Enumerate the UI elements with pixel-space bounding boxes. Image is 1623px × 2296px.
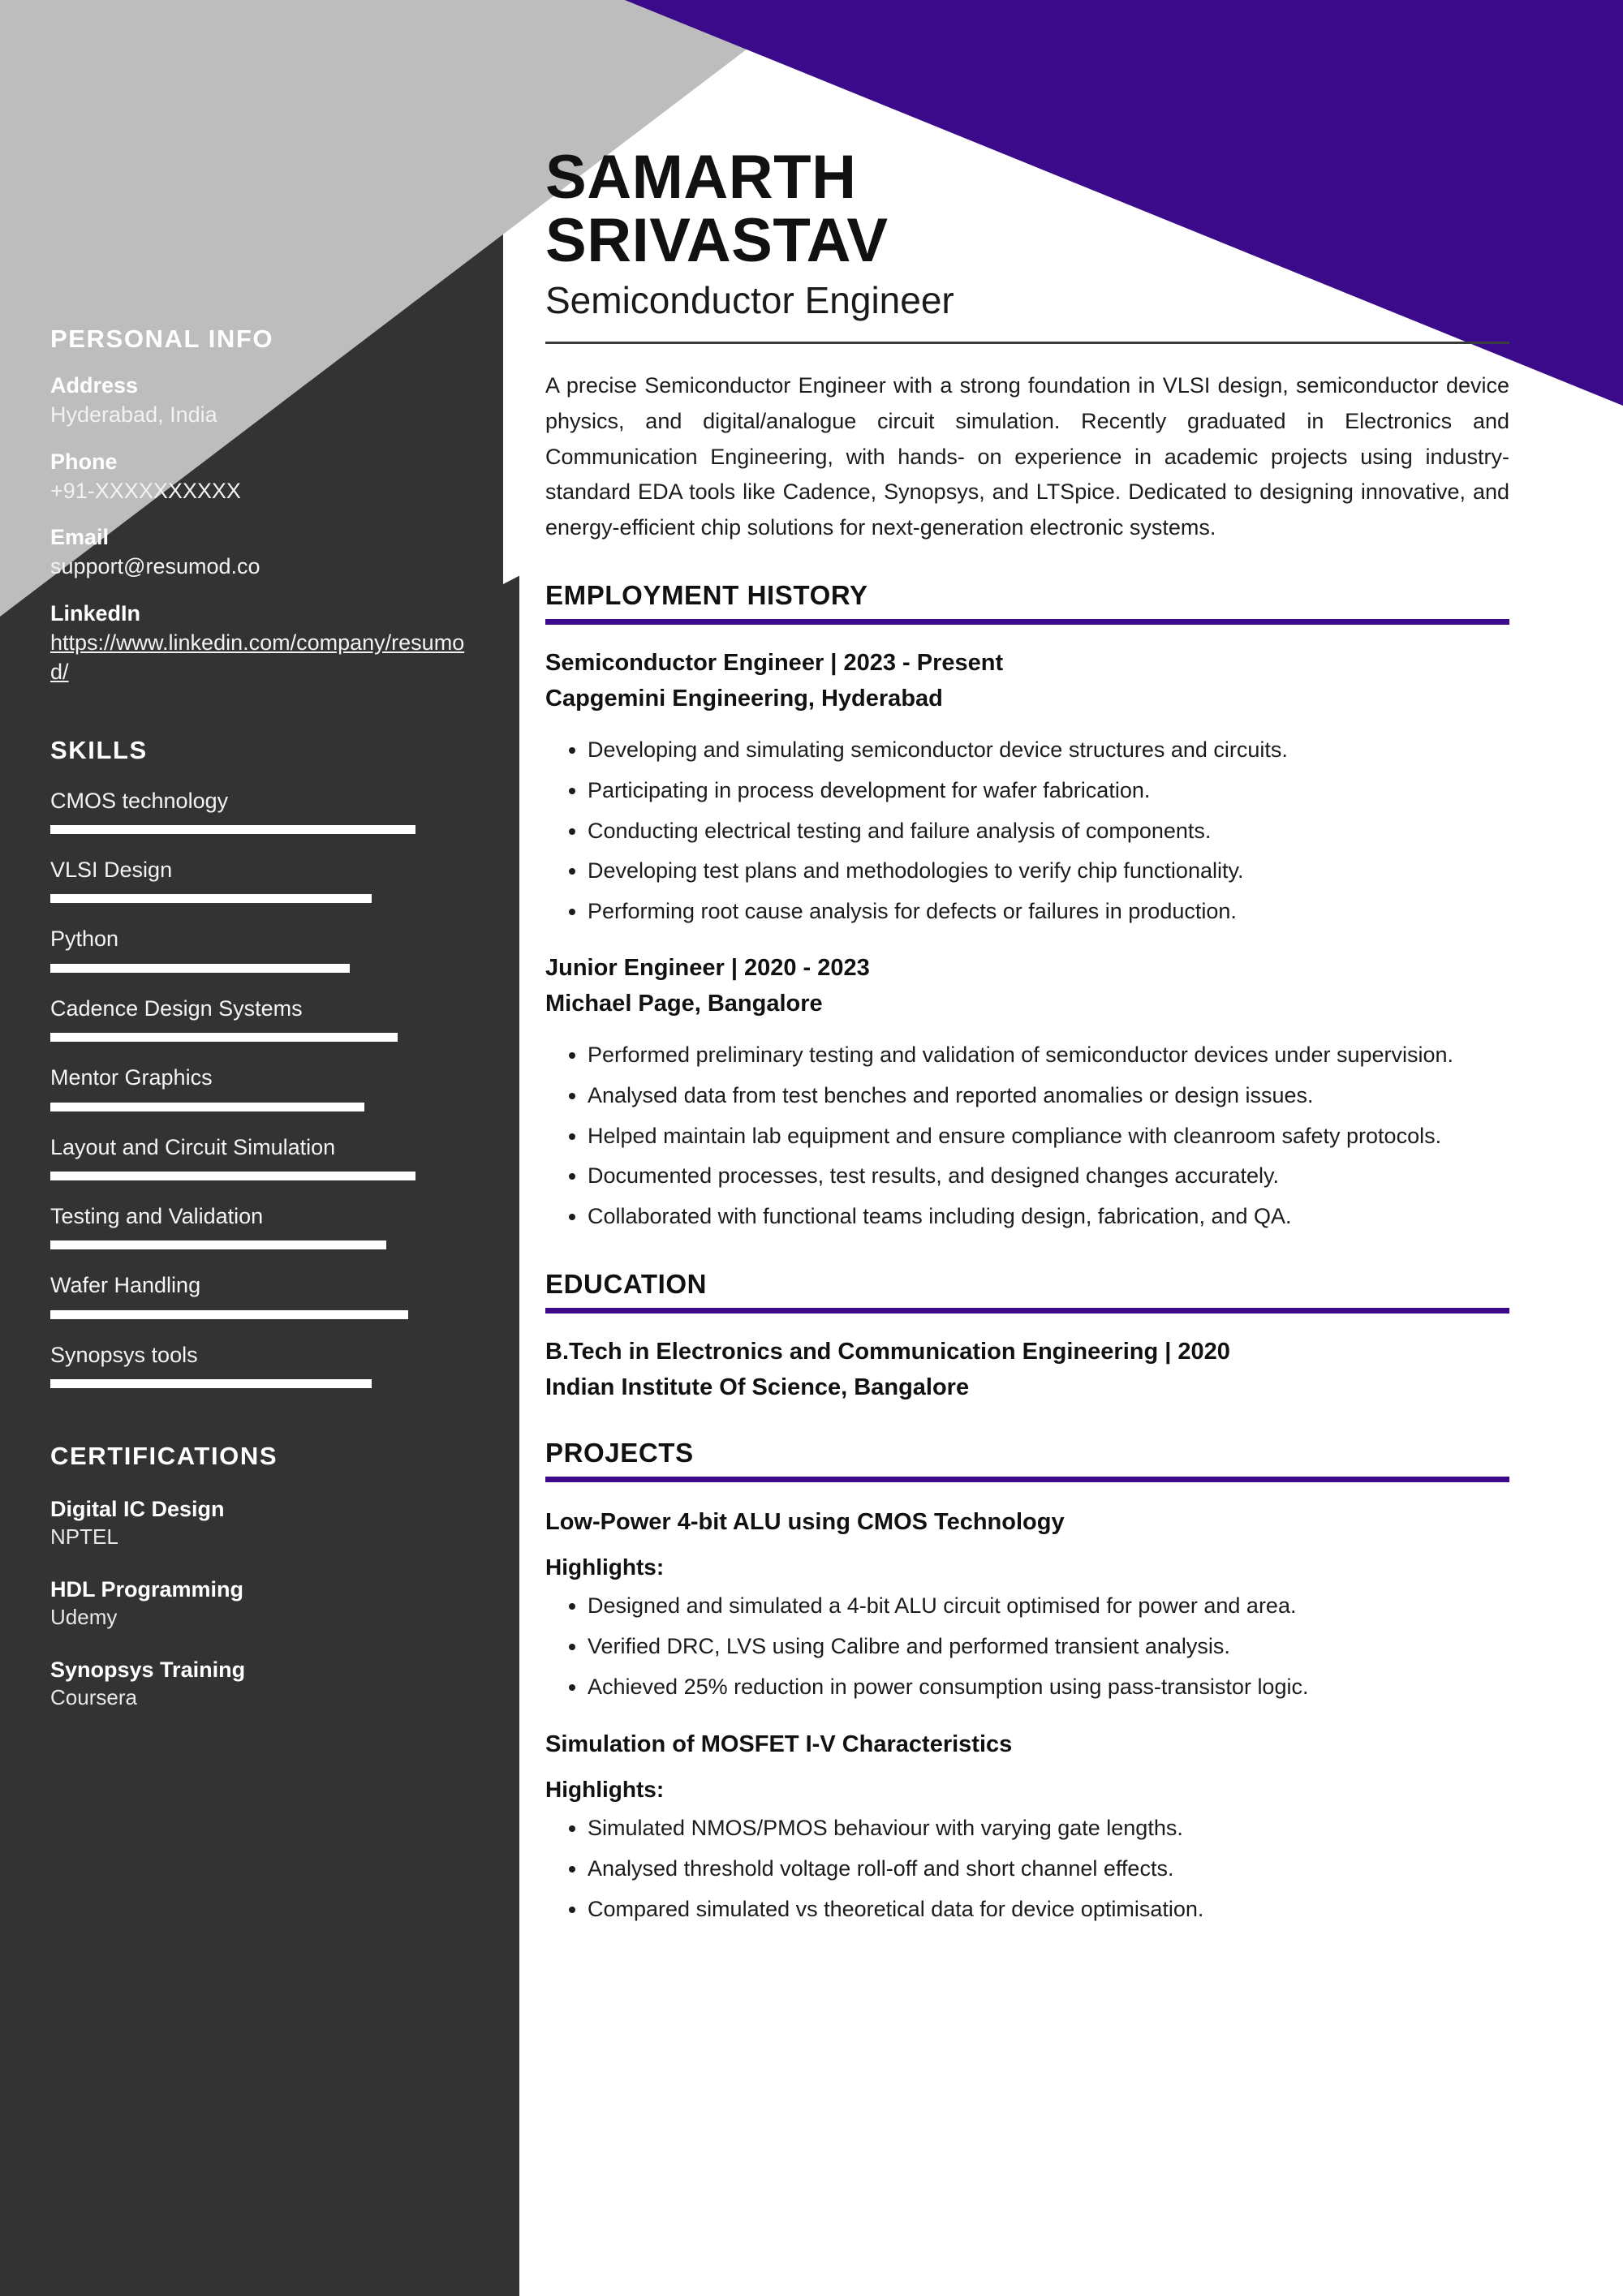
skill-level-track — [50, 1103, 415, 1111]
project-highlights-label: Highlights: — [545, 1554, 665, 1580]
skill-item — [50, 1203, 471, 1249]
employment-section — [545, 580, 1509, 1235]
education-degree: B.Tech in Electronics and Communication Engineering | 2020 — [545, 1338, 1230, 1365]
personal-info-value: support@resumod.co — [50, 554, 260, 579]
skill-level-track — [50, 825, 415, 834]
projects-heading: PROJECTS — [545, 1437, 694, 1468]
certification-item — [50, 1576, 471, 1632]
skills-heading: SKILLS — [50, 735, 148, 764]
bullet-item: • Achieved 25% reduction in power consumption using pass-transistor logic. — [588, 1670, 1509, 1705]
skill-level-fill — [50, 1310, 408, 1319]
certification-org: NPTEL — [50, 1524, 118, 1550]
skill-level-fill — [50, 964, 350, 973]
employment-role: Junior Engineer | 2020 - 2023 — [545, 954, 870, 981]
skill-name: Layout and Circuit Simulation — [50, 1134, 336, 1159]
bullet-list — [545, 1589, 1509, 1705]
personal-info-value: +91-XXXXXXXXXX — [50, 478, 241, 503]
skill-item — [50, 1272, 471, 1318]
employment-org: Capgemini Engineering, Hyderabad — [545, 685, 943, 712]
skill-item — [50, 857, 471, 903]
education-list — [545, 1336, 1509, 1404]
skill-name: Testing and Validation — [50, 1203, 264, 1228]
main-content — [545, 143, 1509, 1933]
education-heading: EDUCATION — [545, 1268, 708, 1299]
project-name: Simulation of MOSFET I-V Characteristics — [545, 1731, 1013, 1758]
skill-level-fill — [50, 1240, 386, 1249]
employment-heading: EMPLOYMENT HISTORY — [545, 579, 868, 610]
skill-level-fill — [50, 1103, 364, 1111]
job-title: Semiconductor Engineer — [545, 278, 954, 321]
education-entry — [545, 1336, 1509, 1404]
certification-org: Coursera — [50, 1684, 137, 1709]
certifications-list — [50, 1495, 471, 1712]
first-name: SAMARTH — [545, 143, 857, 212]
header-divider — [545, 342, 1509, 344]
bullet-list — [545, 733, 1509, 930]
skill-item — [50, 926, 471, 972]
last-name: SRIVASTAV — [545, 206, 889, 276]
skill-item — [50, 788, 471, 834]
certification-name: Synopsys Training — [50, 1657, 246, 1682]
skill-level-fill — [50, 1172, 415, 1180]
employment-entry — [545, 647, 1509, 930]
bullet-item: • Participating in process development for wafer fabrication. — [588, 773, 1509, 809]
skill-level-track — [50, 894, 415, 903]
skill-item — [50, 1342, 471, 1388]
certifications-section — [50, 1442, 471, 1712]
skill-name: Cadence Design Systems — [50, 995, 303, 1021]
projects-divider — [545, 1477, 1509, 1482]
skill-name: Python — [50, 927, 119, 952]
employment-divider — [545, 619, 1509, 625]
employment-org: Michael Page, Bangalore — [545, 990, 823, 1017]
bullet-list — [545, 1811, 1509, 1927]
project-name: Low-Power 4-bit ALU using CMOS Technology — [545, 1508, 1065, 1535]
bullet-list — [545, 1038, 1509, 1235]
professional-summary: A precise Semiconductor Engineer with a strong foundation in VLSI design, semiconductor device physics, and digital/analogue circuit simulation. Recently graduated in Electronics and Communication Engineering, with hands- on experience in academic projects using industry- standard EDA tools like Cadence, Synopsys, and LTSpice. Dedicated to designing innovative, and energy-efficient chip solutions for next-generation electronic systems. — [545, 373, 1509, 540]
bullet-item: • Performed preliminary testing and validation of semiconductor devices under supervision. — [588, 1038, 1509, 1073]
bullet-item: • Verified DRC, LVS using Calibre and performed transient analysis. — [588, 1629, 1509, 1665]
skill-level-fill — [50, 1033, 398, 1042]
bullet-item: • Conducting electrical testing and failure analysis of components. — [588, 814, 1509, 849]
bullet-item: • Compared simulated vs theoretical data for device optimisation. — [588, 1892, 1509, 1928]
certification-org: Udemy — [50, 1605, 118, 1630]
bullet-item: • Collaborated with functional teams including design, fabrication, and QA. — [588, 1199, 1509, 1235]
skill-name: Mentor Graphics — [50, 1065, 213, 1090]
skill-level-fill — [50, 825, 415, 834]
skill-name: CMOS technology — [50, 788, 229, 813]
personal-info-label: Email — [50, 525, 110, 550]
bullet-item: • Helped maintain lab equipment and ensure compliance with cleanroom safety protocols. — [588, 1119, 1509, 1154]
certification-item — [50, 1495, 471, 1551]
bullet-item: • Analysed data from test benches and reported anomalies or design issues. — [588, 1078, 1509, 1114]
employment-list — [545, 647, 1509, 1235]
education-school: Indian Institute Of Science, Bangalore — [545, 1374, 970, 1400]
personal-info-label: Address — [50, 373, 139, 398]
skill-level-track — [50, 1240, 415, 1249]
projects-list — [545, 1507, 1509, 1928]
bullet-item: • Simulated NMOS/PMOS behaviour with varying gate lengths. — [588, 1811, 1509, 1847]
bullet-item: • Developing test plans and methodologies to verify chip functionality. — [588, 853, 1509, 889]
employment-entry — [545, 952, 1509, 1235]
project-entry — [545, 1507, 1509, 1705]
bullet-item: • Documented processes, test results, and designed changes accurately. — [588, 1159, 1509, 1194]
employment-role: Semiconductor Engineer | 2023 - Present — [545, 649, 1004, 676]
personal-info-list — [50, 372, 471, 687]
bullet-item: • Analysed threshold voltage roll-off and short channel effects. — [588, 1851, 1509, 1887]
name-block — [545, 143, 1509, 344]
linkedin-link[interactable]: https://www.linkedin.com/company/resumod/ — [50, 630, 465, 685]
skill-item — [50, 1134, 471, 1180]
personal-info-section — [50, 325, 471, 687]
skill-level-track — [50, 964, 415, 973]
skill-item — [50, 995, 471, 1042]
personal-info-heading: PERSONAL INFO — [50, 325, 274, 353]
skill-level-fill — [50, 1379, 372, 1388]
personal-info-label: LinkedIn — [50, 600, 141, 626]
personal-info-value: Hyderabad, India — [50, 402, 217, 428]
bullet-item: • Designed and simulated a 4-bit ALU circuit optimised for power and area. — [588, 1589, 1509, 1624]
education-section — [545, 1269, 1509, 1404]
certification-name: Digital IC Design — [50, 1497, 225, 1522]
skill-level-track — [50, 1379, 415, 1388]
project-entry — [545, 1729, 1509, 1927]
bullet-item: • Developing and simulating semiconductor device structures and circuits. — [588, 733, 1509, 768]
skill-level-track — [50, 1033, 415, 1042]
skills-section — [50, 736, 471, 1389]
bullet-item: • Performing root cause analysis for defects or failures in production. — [588, 894, 1509, 930]
skill-name: Wafer Handling — [50, 1273, 201, 1298]
skill-level-track — [50, 1310, 415, 1319]
project-highlights-label: Highlights: — [545, 1777, 665, 1803]
skills-list — [50, 788, 471, 1389]
personal-info-label: Phone — [50, 449, 118, 474]
certification-name: HDL Programming — [50, 1576, 244, 1602]
skill-level-track — [50, 1172, 415, 1180]
projects-section — [545, 1438, 1509, 1928]
certification-item — [50, 1656, 471, 1712]
skill-item — [50, 1064, 471, 1111]
skill-name: Synopsys tools — [50, 1342, 198, 1367]
sidebar-content — [0, 325, 519, 1712]
certifications-heading: CERTIFICATIONS — [50, 1442, 278, 1471]
education-divider — [545, 1308, 1509, 1314]
skill-name: VLSI Design — [50, 857, 173, 882]
skill-level-fill — [50, 894, 372, 903]
